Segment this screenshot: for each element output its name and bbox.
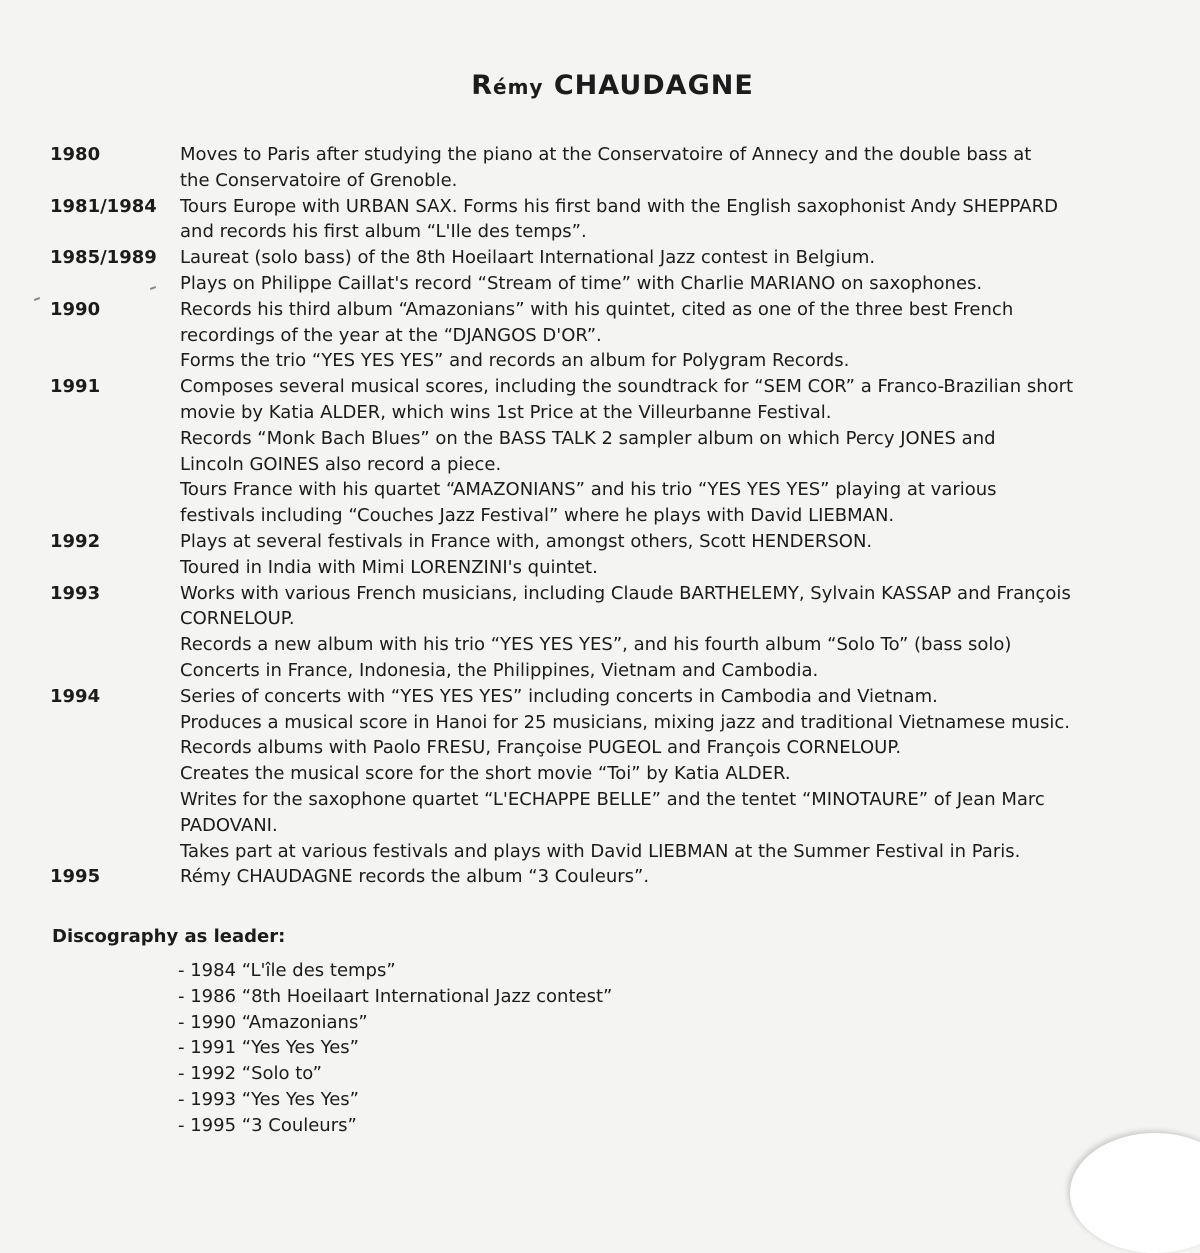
timeline-line: Toured in India with Mimi LORENZINI's quintet. [180, 556, 598, 578]
timeline-line: Writes for the saxophone quartet “L'ECHAPPE BELLE” and the tentet “MINOTAURE” of Jean Marc [180, 788, 1045, 810]
timeline-entry [50, 374, 1170, 529]
timeline-entry [50, 297, 1170, 374]
timeline-line: Works with various French musicians, including Claude BARTHELEMY, Sylvain KASSAP and François [180, 582, 1071, 604]
timeline-line: Records “Monk Bach Blues” on the BASS TALK 2 sampler album on which Percy JONES and [180, 427, 996, 449]
timeline-description [180, 194, 1170, 246]
timeline-line: Composes several musical scores, including the soundtrack for “SEM COR” a Franco-Brazilian short [180, 376, 1074, 398]
timeline-line: Creates the musical score for the short movie “Toi” by Katia ALDER. [180, 763, 791, 785]
timeline-line: Moves to Paris after studying the piano at the Conservatoire of Annecy and the double bass at [180, 144, 1032, 165]
timeline-line: Lincoln GOINES also record a piece. [180, 453, 502, 475]
timeline-line: Laureat (solo bass) of the 8th Hoeilaart International Jazz contest in Belgium. [180, 247, 876, 269]
timeline-description [180, 864, 1170, 890]
timeline-line: CORNELOUP. [180, 608, 295, 630]
timeline-line: and records his first album “L'Ile des temps”. [180, 221, 587, 243]
disc-holder-corner [1070, 1133, 1200, 1253]
timeline-year: 1991 [50, 376, 101, 398]
biography-timeline [50, 142, 1170, 890]
timeline-description [180, 245, 1170, 297]
timeline-line: Plays on Philippe Caillat's record “Stream of time” with Charlie MARIANO on saxophones. [180, 272, 983, 294]
discography-item: - 1986 “8th Hoeilaart International Jazz contest” [178, 985, 613, 1007]
discography-item: - 1990 “Amazonians” [178, 1011, 368, 1033]
timeline-line: festivals including “Couches Jazz Festival” where he plays with David LIEBMAN. [180, 505, 895, 527]
timeline-line: movie by Katia ALDER, which wins 1st Price at the Villeurbanne Festival. [180, 401, 832, 423]
page-title [0, 70, 1200, 101]
timeline-line: Tours France with his quartet “AMAZONIANS” and his trio “YES YES YES” playing at various [180, 479, 997, 501]
timeline-year: 1981/1984 [50, 195, 157, 217]
timeline-line: Records a new album with his trio “YES YES YES”, and his fourth album “Solo To” (bass solo) [180, 634, 1012, 656]
timeline-entry [50, 581, 1170, 684]
discography-item: - 1984 “L'île des temps” [178, 960, 396, 981]
timeline-description [180, 374, 1170, 529]
scan-speck [34, 297, 40, 301]
timeline-year: 1985/1989 [50, 247, 157, 269]
timeline-description [180, 581, 1170, 684]
discography-item: - 1993 “Yes Yes Yes” [178, 1088, 360, 1110]
discography-item: - 1992 “Solo to” [178, 1063, 322, 1085]
timeline-year: 1992 [50, 530, 101, 552]
timeline-line: Series of concerts with “YES YES YES” including concerts in Cambodia and Vietnam. [180, 685, 938, 707]
timeline-description [180, 684, 1170, 865]
title-first-initial: R [471, 70, 493, 101]
timeline-entry [50, 864, 1170, 890]
timeline-line: Forms the trio “YES YES YES” and records an album for Polygram Records. [180, 350, 850, 372]
timeline-entry [50, 245, 1170, 297]
timeline-line: PADOVANI. [180, 814, 278, 836]
discography-item: - 1991 “Yes Yes Yes” [178, 1037, 360, 1059]
discography-list [178, 958, 612, 1139]
timeline-year: 1980 [50, 144, 101, 165]
discography-item: - 1995 “3 Couleurs” [178, 1114, 357, 1136]
timeline-description [180, 142, 1170, 194]
timeline-description [180, 529, 1170, 581]
timeline-line: Concerts in France, Indonesia, the Philippines, Vietnam and Cambodia. [180, 659, 819, 681]
timeline-entry [50, 684, 1170, 865]
timeline-year: 1993 [50, 582, 101, 604]
timeline-year: 1994 [50, 685, 101, 707]
timeline-line: Tours Europe with URBAN SAX. Forms his first band with the English saxophonist Andy SHEPPARD [180, 195, 1058, 217]
timeline-entry [50, 194, 1170, 246]
timeline-line: recordings of the year at the “DJANGOS D'OR”. [180, 324, 602, 346]
timeline-line: Records albums with Paolo FRESU, Françoise PUGEOL and François CORNELOUP. [180, 737, 902, 759]
timeline-line: Takes part at various festivals and plays with David LIEBMAN at the Summer Festival in Paris. [180, 840, 1021, 862]
timeline-entry [50, 529, 1170, 581]
timeline-entry [50, 142, 1170, 194]
timeline-line: Produces a musical score in Hanoi for 25 musicians, mixing jazz and traditional Vietnamese music. [180, 711, 1071, 733]
title-first-rest: émy [493, 75, 544, 99]
timeline-line: Records his third album “Amazonians” with his quintet, cited as one of the three best French [180, 298, 1014, 320]
title-last-name: CHAUDAGNE [553, 70, 754, 101]
timeline-line: the Conservatoire of Grenoble. [180, 169, 458, 191]
timeline-year: 1995 [50, 866, 101, 888]
timeline-line: Rémy CHAUDAGNE records the album “3 Couleurs”. [180, 866, 650, 888]
discography-heading: Discography as leader: [52, 926, 286, 947]
timeline-year: 1990 [50, 298, 101, 320]
timeline-line: Plays at several festivals in France with, amongst others, Scott HENDERSON. [180, 530, 873, 552]
timeline-description [180, 297, 1170, 374]
